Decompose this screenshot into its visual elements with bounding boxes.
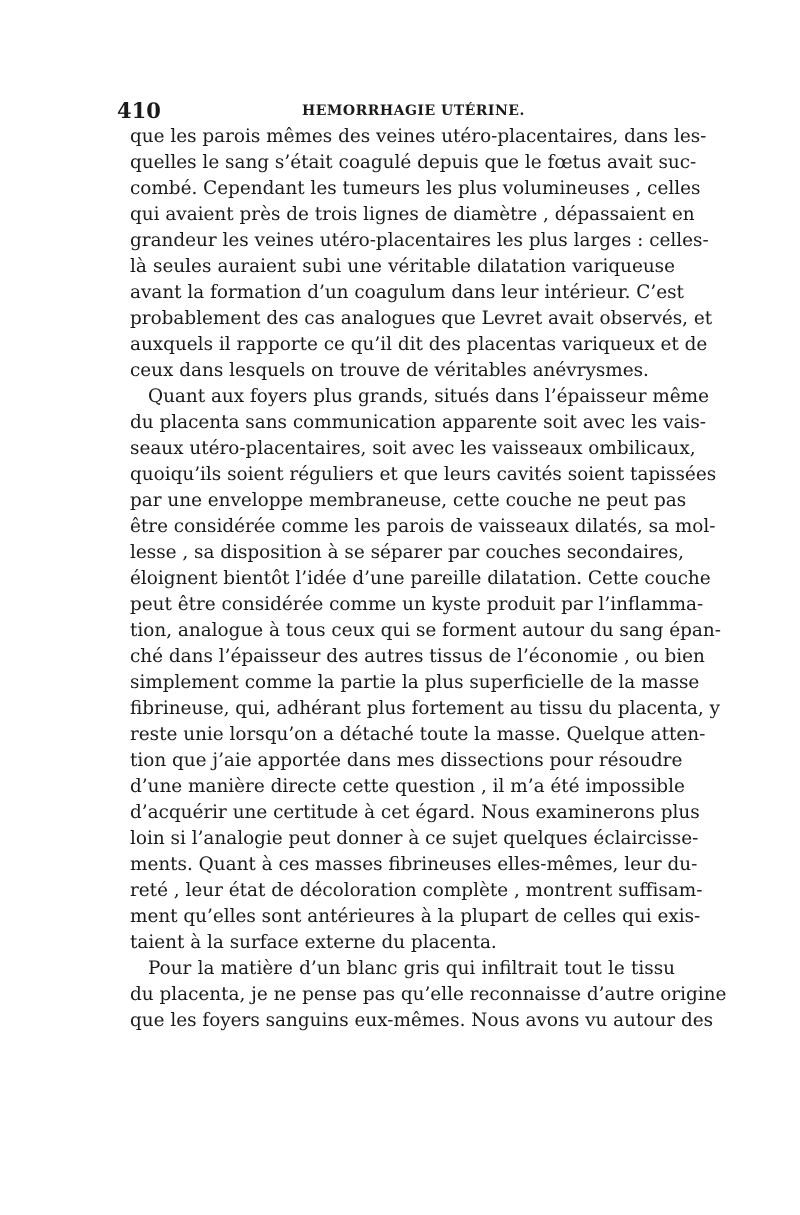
text-line: être considérée comme les parois de vaisseaux dilatés, sa mol- bbox=[130, 516, 716, 537]
text-line: reté , leur état de décoloration complète , montrent suffisam- bbox=[130, 880, 703, 901]
text-line: d’une manière directe cette question , il m’a été impossible bbox=[130, 776, 685, 797]
text-line: auxquels il rapporte ce qu’il dit des placentas variqueux et de bbox=[130, 334, 708, 355]
text-line: ché dans l’épaisseur des autres tissus de l’économie , ou bien bbox=[130, 646, 705, 667]
paragraph-start-line: Quant aux foyers plus grands, situés dans l’épaisseur même bbox=[148, 386, 709, 407]
text-line: par une enveloppe membraneuse, cette couche ne peut pas bbox=[130, 490, 687, 511]
text-line: éloignent bientôt l’idée d’une pareille dilatation. Cette couche bbox=[130, 568, 711, 589]
text-line: quoiqu’ils soient réguliers et que leurs cavités soient tapissées bbox=[130, 464, 717, 485]
body-text bbox=[130, 124, 727, 1034]
text-line: ments. Quant à ces masses fibrineuses elles-mêmes, leur du- bbox=[130, 854, 698, 875]
text-line: du placenta sans communication apparente soit avec les vais- bbox=[130, 412, 707, 433]
text-line: qui avaient près de trois lignes de diamètre , dépassaient en bbox=[130, 204, 695, 225]
text-line: tion, analogue à tous ceux qui se forment autour du sang épan- bbox=[130, 620, 721, 641]
text-line: peut être considérée comme un kyste produit par l’inflamma- bbox=[130, 594, 704, 615]
text-line: simplement comme la partie la plus superficielle de la masse bbox=[130, 672, 700, 693]
text-line: que les parois mêmes des veines utéro-placentaires, dans les- bbox=[130, 126, 707, 147]
paragraph-start-line: Pour la matière d’un blanc gris qui infiltrait tout le tissu bbox=[148, 958, 675, 979]
text-line: reste unie lorsqu’on a détaché toute la masse. Quelque atten- bbox=[130, 724, 706, 745]
text-line: grandeur les veines utéro-placentaires les plus larges : celles- bbox=[130, 230, 709, 251]
page-header bbox=[117, 98, 675, 124]
text-line: que les foyers sanguins eux-mêmes. Nous avons vu autour des bbox=[130, 1010, 714, 1031]
text-line: combé. Cependant les tumeurs les plus volumineuses , celles bbox=[130, 178, 701, 199]
text-line: ment qu’elles sont antérieures à la plupart de celles qui exis- bbox=[130, 906, 701, 927]
text-line: du placenta, je ne pense pas qu’elle reconnaisse d’autre origine bbox=[130, 984, 727, 1005]
text-line: fibrineuse, qui, adhérant plus fortement au tissu du placenta, y bbox=[130, 698, 720, 719]
text-line: avant la formation d’un coagulum dans leur intérieur. C’est bbox=[130, 282, 684, 303]
text-line: seaux utéro-placentaires, soit avec les vaisseaux ombilicaux, bbox=[130, 438, 696, 459]
text-line: d’acquérir une certitude à cet égard. Nous examinerons plus bbox=[130, 802, 700, 823]
paragraph-end-line: ceux dans lesquels on trouve de véritables anévrysmes. bbox=[130, 360, 649, 381]
text-line: quelles le sang s’était coagulé depuis que le fœtus avait suc- bbox=[130, 152, 697, 173]
text-line: probablement des cas analogues que Levret avait observés, et bbox=[130, 308, 713, 329]
text-line: loin si l’analogie peut donner à ce sujet quelques éclaircisse- bbox=[130, 828, 699, 849]
running-title: HEMORRHAGIE UTÉRINE. bbox=[302, 103, 525, 119]
page-number: 410 bbox=[117, 98, 161, 123]
text-line: lesse , sa disposition à se séparer par couches secondaires, bbox=[130, 542, 684, 563]
text-line: tion que j’aie apportée dans mes dissections pour résoudre bbox=[130, 750, 683, 771]
paragraph-end-line: taient à la surface externe du placenta. bbox=[130, 932, 497, 953]
text-line: là seules auraient subi une véritable dilatation variqueuse bbox=[130, 256, 675, 277]
